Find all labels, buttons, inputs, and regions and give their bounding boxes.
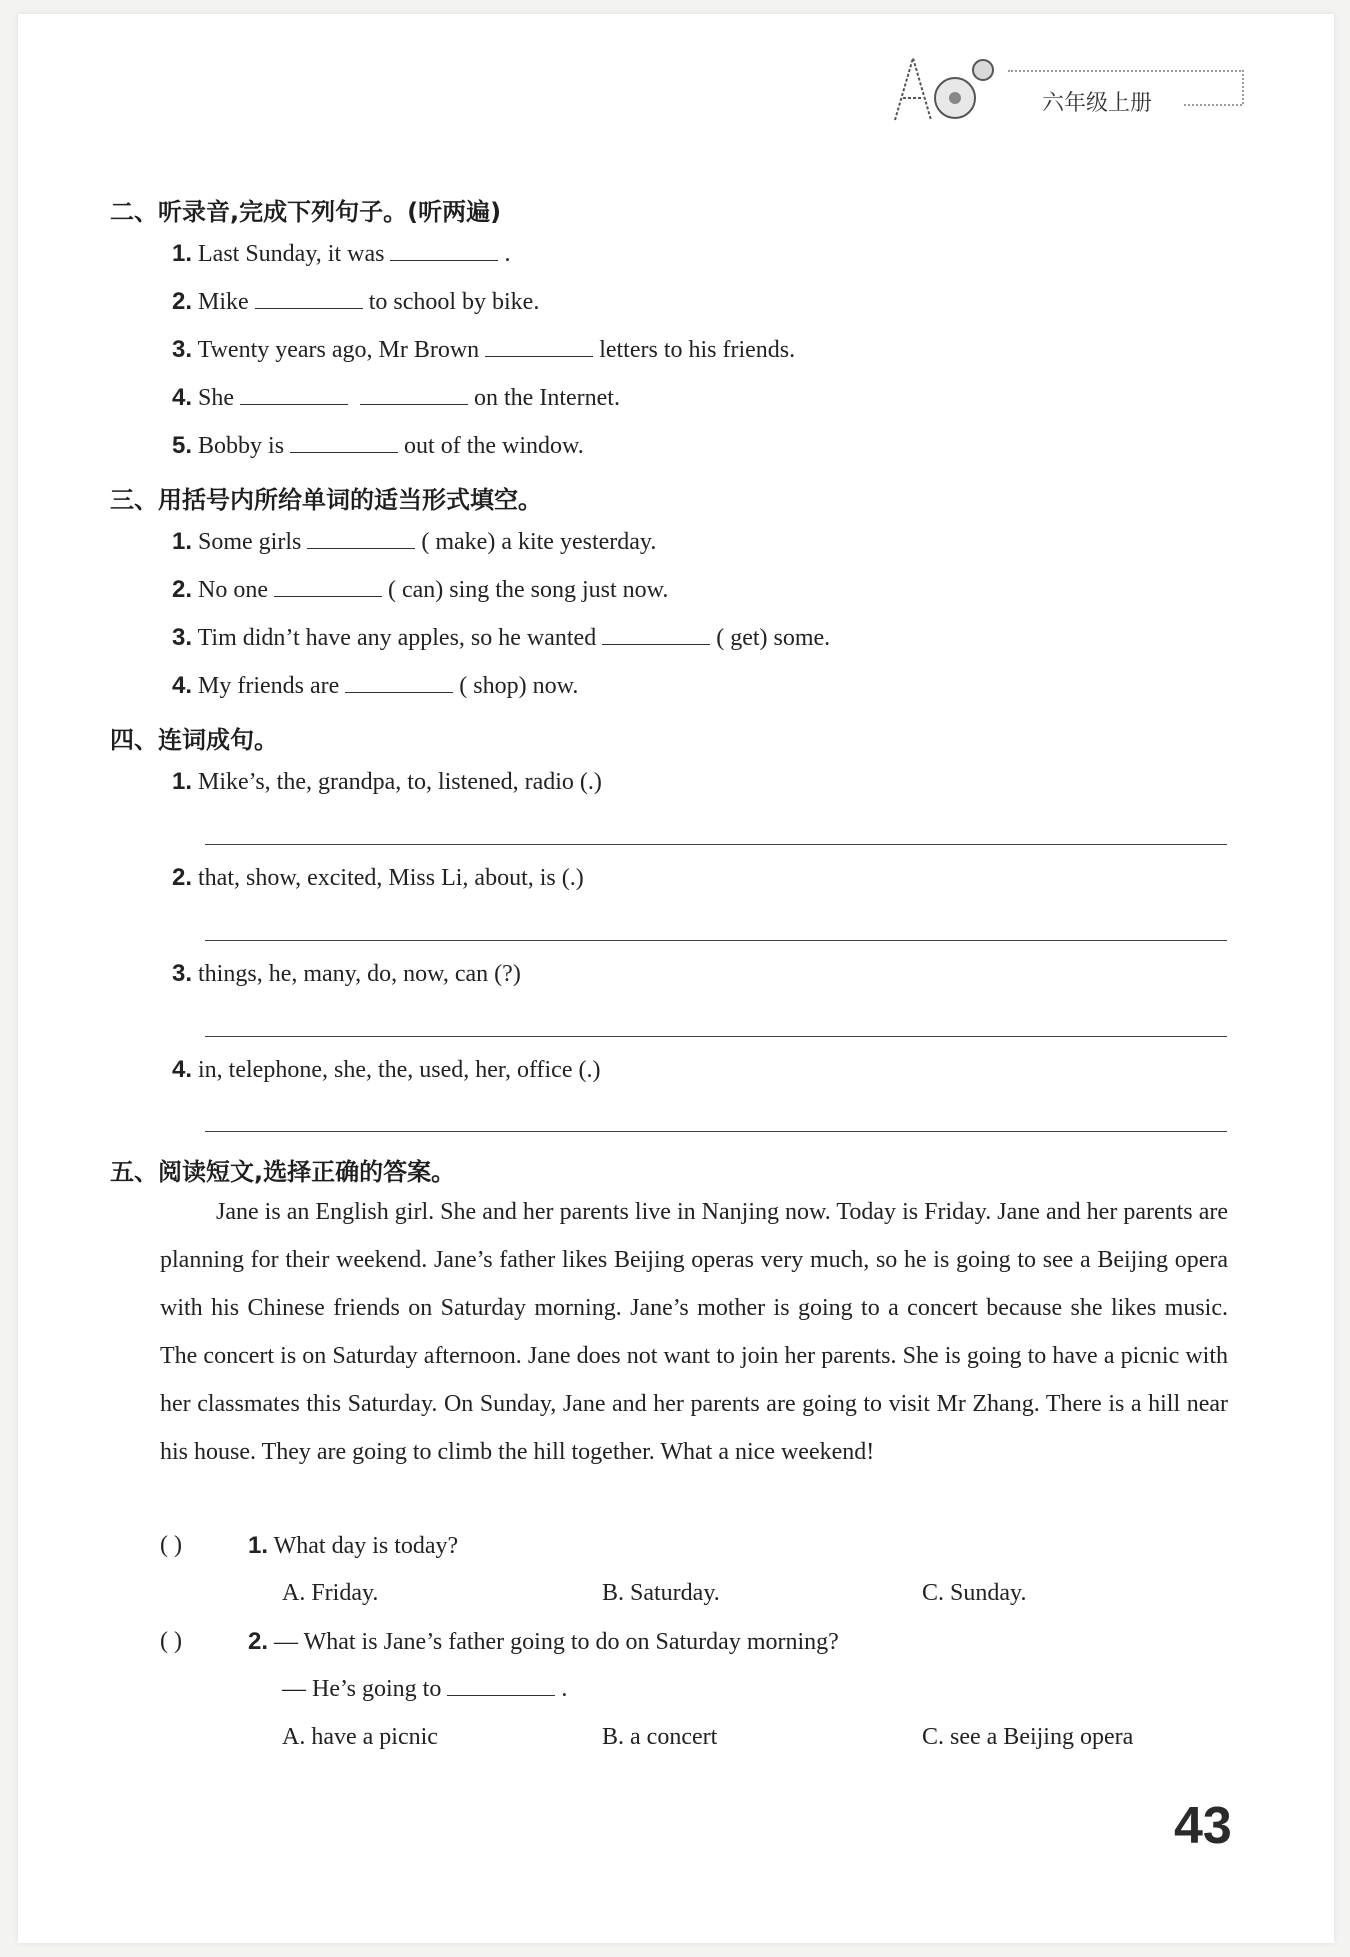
question-item: 1. Mike’s, the, grandpa, to, listened, radio (.): [172, 768, 602, 795]
header-dotted-line: [1184, 104, 1242, 106]
answer-line[interactable]: [205, 1036, 1227, 1037]
answer-blank[interactable]: [274, 578, 382, 597]
answer-bracket[interactable]: ( ): [160, 1628, 182, 1654]
question-item: 3. Twenty years ago, Mr Brown letters to his friends.: [172, 336, 796, 363]
answer-blank[interactable]: [602, 626, 710, 645]
logo-mark: [885, 50, 1015, 125]
answer-bracket[interactable]: ( ): [160, 1532, 182, 1558]
section-3-title: 三、用括号内所给单词的适当形式填空。: [110, 486, 542, 514]
option-c[interactable]: C. Sunday.: [922, 1580, 1027, 1606]
answer-blank[interactable]: [447, 1677, 555, 1696]
answer-blank[interactable]: [240, 386, 348, 405]
answer-blank[interactable]: [307, 530, 415, 549]
option-b[interactable]: B. Saturday.: [602, 1580, 720, 1606]
question-item: 5. Bobby is out of the window.: [172, 432, 584, 459]
question-item: 2. Mike to school by bike.: [172, 288, 540, 315]
option-b[interactable]: B. a concert: [602, 1724, 718, 1750]
question-item: 2. — What is Jane’s father going to do on Saturday morning?: [248, 1628, 839, 1655]
answer-blank[interactable]: [390, 242, 498, 261]
option-a[interactable]: A. have a picnic: [282, 1724, 438, 1750]
question-item: 1. Some girls ( make) a kite yesterday.: [172, 528, 657, 555]
question-item: 3. things, he, many, do, now, can (?): [172, 960, 521, 987]
answer-blank[interactable]: [485, 338, 593, 357]
question-item: 2. that, show, excited, Miss Li, about, is (.): [172, 864, 584, 891]
answer-blank[interactable]: [255, 290, 363, 309]
answer-line[interactable]: [205, 844, 1227, 845]
option-c[interactable]: C. see a Beijing opera: [922, 1724, 1134, 1750]
question-item: 4. My friends are ( shop) now.: [172, 672, 579, 699]
page-number: 43: [1174, 1797, 1232, 1855]
header-dotted-line: [1008, 70, 1244, 72]
question-item: 3. Tim didn’t have any apples, so he wanted ( get) some.: [172, 624, 831, 651]
section-5-title: 五、阅读短文,选择正确的答案。: [110, 1158, 456, 1186]
answer-line-text: — He’s going to .: [282, 1676, 568, 1702]
answer-blank[interactable]: [345, 674, 453, 693]
question-item: 1. What day is today?: [248, 1532, 459, 1559]
question-item: 1. Last Sunday, it was .: [172, 240, 511, 267]
answer-blank[interactable]: [360, 386, 468, 405]
header-dotted-line: [1242, 70, 1244, 104]
section-4-title: 四、连词成句。: [110, 726, 278, 754]
section-2-title: 二、听录音,完成下列句子。(听两遍): [110, 198, 502, 226]
option-a[interactable]: A. Friday.: [282, 1580, 379, 1606]
answer-line[interactable]: [205, 1131, 1227, 1132]
reading-passage: Jane is an English girl. She and her parents live in Nanjing now. Today is Friday. Jane and her parents are planning for their weekend. Jane’s father likes Beijing operas very much, so he is going to see a Beijing opera with his Chinese friends on Saturday morning. Jane’s mother is going to a concert because she likes music. The concert is on Saturday afternoon. Jane does not want to join her parents. She is going to have a picnic with her classmates this Saturday. On Sunday, Jane and her parents are going to visit Mr Zhang. There is a hill near his house. They are going to climb the hill together. What a nice weekend!: [160, 1199, 1228, 1465]
question-item: 4. She on the Internet.: [172, 384, 620, 411]
grade-label: 六年级上册: [1042, 91, 1153, 116]
answer-line[interactable]: [205, 940, 1227, 941]
answer-blank[interactable]: [290, 434, 398, 453]
question-item: 4. in, telephone, she, the, used, her, office (.): [172, 1056, 601, 1083]
question-item: 2. No one ( can) sing the song just now.: [172, 576, 669, 603]
